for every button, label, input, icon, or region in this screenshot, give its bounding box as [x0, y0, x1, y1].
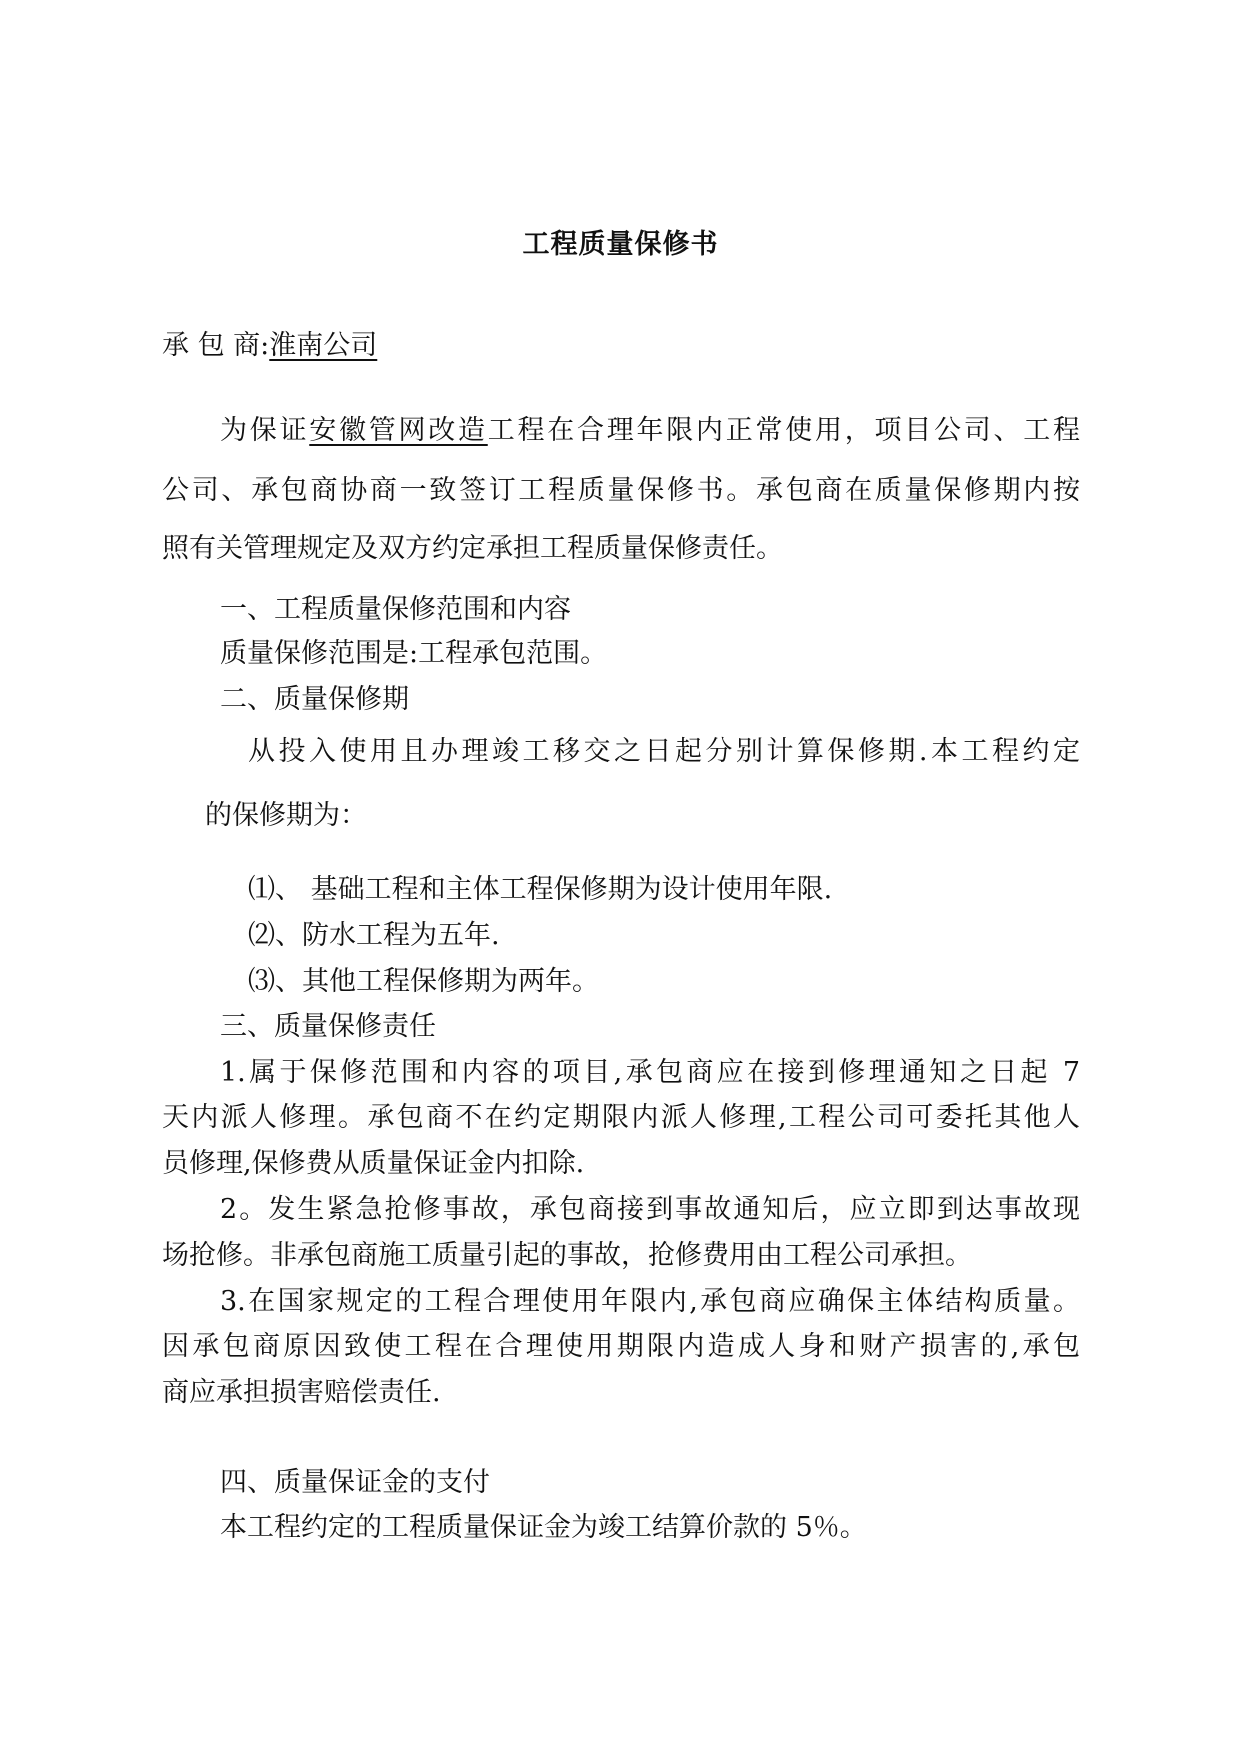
section4-heading: 四、质量保证金的支付: [220, 1467, 490, 1498]
intro-line-3: 照有关管理规定及双方约定承担工程质量保修责任。: [162, 533, 783, 564]
intro-line-1: [220, 417, 1080, 444]
section2-body-line1: 从投入使用且办理竣工移交之日起分别计算保修期.本工程约定: [248, 736, 1080, 767]
section3-p1-line3: 员修理,保修费从质量保证金内扣除.: [162, 1148, 585, 1179]
contractor-name: 淮南公司: [269, 330, 378, 361]
page-title: 工程质量保修书: [522, 229, 719, 260]
section1-body: 质量保修范围是:工程承包范围。: [220, 638, 608, 669]
warranty-item: ⑵、防水工程为五年.: [248, 920, 500, 951]
project-name: 安徽管网改造: [309, 415, 488, 446]
intro-line1-suffix: 工程在合理年限内正常使用，项目公司、工程: [487, 415, 1080, 446]
section3-heading: 三、质量保修责任: [220, 1011, 436, 1042]
section3-p2-line1: 2。发生紧急抢修事故，承包商接到事故通知后，应立即到达事故现: [220, 1194, 1080, 1225]
section4-body: 本工程约定的工程质量保证金为竣工结算价款的 5％。: [220, 1512, 867, 1543]
intro-line-2: 公司、承包商协商一致签订工程质量保修书。承包商在质量保修期内按: [162, 475, 1080, 506]
warranty-item: ⑴、 基础工程和主体工程保修期为设计使用年限.: [248, 874, 833, 905]
section2-body-line2: 的保修期为：: [205, 800, 367, 831]
contractor-line: [162, 332, 377, 359]
section3-p1-line1: 1.属于保修范围和内容的项目,承包商应在接到修理通知之日起 7: [220, 1057, 1080, 1088]
warranty-item: ⑶、其他工程保修期为两年。: [248, 966, 599, 997]
section3-p2-line2: 场抢修。非承包商施工质量引起的事故，抢修费用由工程公司承担。: [162, 1240, 972, 1271]
section2-heading: 二、质量保修期: [220, 684, 409, 715]
section3-p1-line2: 天内派人修理。承包商不在约定期限内派人修理,工程公司可委托其他人: [162, 1102, 1080, 1133]
section3-p3-line1: 3.在国家规定的工程合理使用年限内,承包商应确保主体结构质量。: [220, 1286, 1080, 1317]
section3-p3-line2: 因承包商原因致使工程在合理使用期限内造成人身和财产损害的,承包: [162, 1331, 1080, 1362]
intro-prefix: 为保证: [220, 415, 310, 446]
section3-p3-line3: 商应承担损害赔偿责任.: [162, 1377, 441, 1408]
section1-heading: 一、工程质量保修范围和内容: [220, 594, 571, 625]
contractor-label: 承 包 商:: [162, 330, 270, 361]
